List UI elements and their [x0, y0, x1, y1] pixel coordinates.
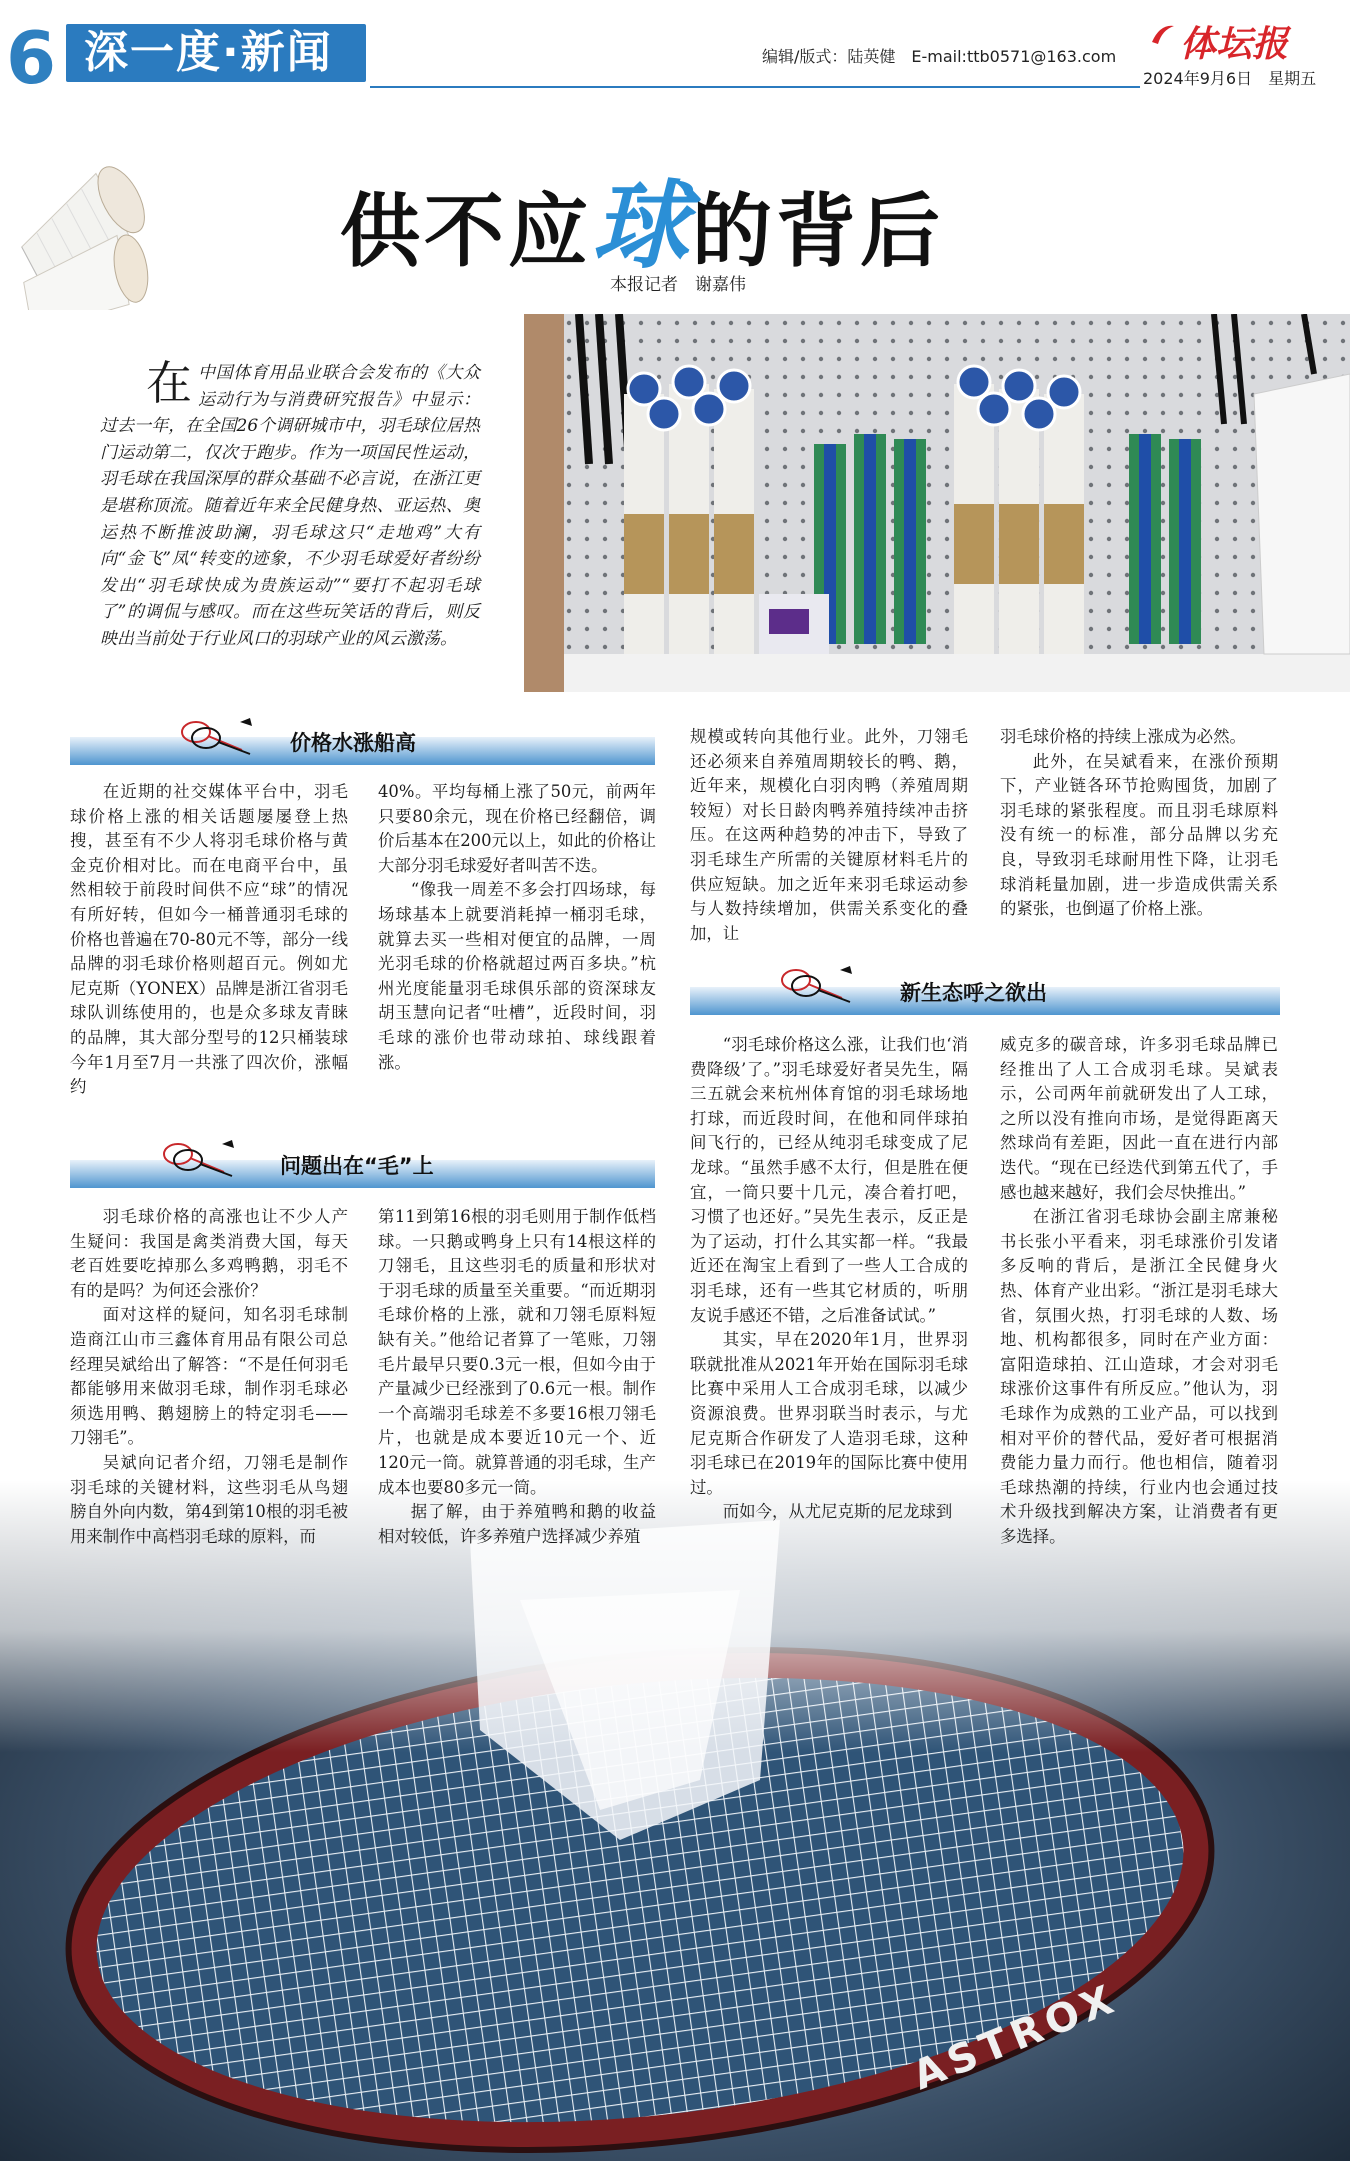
section-1-column-4 — [1000, 725, 1278, 922]
section-3-title: 新生态呼之欲出 — [900, 981, 1047, 1005]
racket-icon — [160, 1138, 240, 1180]
section-1-column-2 — [378, 780, 656, 1075]
paragraph: 40%。平均每桶上涨了50元，前两年只要80余元，现在价格已经翻倍，调价后基本在200元以上，如此的价格让大部分羽毛球爱好者叫苦不迭。 — [378, 782, 656, 875]
section-1-column-1 — [70, 780, 348, 1100]
lead-dropcap: 在 — [146, 356, 192, 410]
paragraph: 羽毛球价格的持续上涨成为必然。 — [1000, 727, 1246, 746]
paragraph: 而如今，从尤尼克斯的尼龙球到 — [722, 1502, 953, 1522]
paragraph: 第11到第16根的羽毛则用于制作低档球。一只鹅或鸭身上只有14根这样的刀翎毛，且这些羽毛的质量和形状对于羽毛球的质量至关重要。“而近期羽毛球价格的上涨，就和刀翎毛原料短缺有关。”他给记者算了一笔账，刀翎毛片最早只要0.3元一根，但如今由于产量减少已经涨到了0.6元一根。制作一个高端羽毛球差不多要16根刀翎毛片，也就是成本要近10元一个、近120元一筒。就算普通的羽毛球，生产成本也要80多元一筒。 — [378, 1207, 656, 1497]
racket-icon — [778, 964, 858, 1006]
paragraph: 其实，早在2020年1月，世界羽联就批准从2021年开始在国际羽毛球比赛中采用人工合成羽毛球，以减少资源浪费。世界羽联当时表示，与尤尼克斯合作研发了人造羽毛球，这种羽毛球已在2019年的国际比赛中使用过。 — [690, 1330, 968, 1497]
headline-part-1: 供不应 — [340, 185, 592, 278]
header-rule — [370, 86, 1140, 88]
section-3-column-1 — [690, 1033, 968, 1525]
section-1-title: 价格水涨船高 — [290, 731, 416, 755]
section-3-column-2 — [1000, 1033, 1278, 1549]
logo-swoosh-icon — [1150, 22, 1176, 48]
paragraph: 据了解，由于养殖鸭和鹅的收益相对较低，许多养殖户选择减少养殖 — [378, 1502, 656, 1546]
paragraph: 在浙江省羽毛球协会副主席兼秘书长张小平看来，羽毛球涨价引发诸多反响的背后，是浙江全民健身火热、体育产业出彩。“浙江是羽毛球大省，氛围火热，打羽毛球的人数、场地、机构都很多，同时在产业方面：富阳造球拍、江山造球，才会对羽毛球涨价这事件有所反应。”他认为，羽毛球作为成熟的工业产品，可以找到相对平价的替代品，爱好者可根据消费能力量力而行。他也相信，随着羽毛球热潮的持续，行业内也会通过技术升级找到解决方案，让消费者有更多选择。 — [1000, 1207, 1278, 1546]
editor-info: 编辑/版式：陆英健 E-mail:ttb0571@163.com — [762, 47, 1117, 66]
paper-logo: 体坛报 — [1180, 23, 1289, 65]
page-number: 6 — [6, 16, 57, 100]
shuttlecock-tubes-photo — [524, 314, 1350, 692]
headline — [340, 150, 944, 287]
section-title: 深一度·新闻 — [84, 27, 333, 78]
paragraph: 面对这样的疑问，知名羽毛球制造商江山市三鑫体育用品有限公司总经理吴斌给出了解答：“不是任何羽毛都能够用来做羽毛球，制作羽毛球必须选用鸭、鹅翅膀上的特定羽毛——刀翎毛”。 — [70, 1305, 348, 1448]
paragraph: 此外，在吴斌看来，在涨价预期下，产业链各环节抢购囤货，加剧了羽毛球的紧张程度。而且羽毛球原料没有统一的标准，部分品牌以劣充良，导致羽毛球耐用性下降，让羽毛球消耗量加剧，进一步造成供需关系的紧张，也倒逼了价格上涨。 — [1000, 751, 1278, 919]
paragraph: 规模或转向其他行业。此外，刀翎毛还必须来自养殖周期较长的鸭、鹅，近年来，规模化白羽肉鸭（养殖周期较短）对长日龄肉鸭养殖持续冲击挤压。在这两种趋势的冲击下，导致了羽毛球生产所需的关键原材料毛片的供应短缺。加之近年来羽毛球运动参与人数持续增加，供需关系变化的叠加，让 — [690, 727, 968, 943]
paragraph: “羽毛球价格这么涨，让我们也‘消费降级’了。”羽毛球爱好者吴先生，隔三五就会来杭州体育馆的羽毛球场地打球，而近段时间，在他和同伴球拍间飞行的，已经从纯羽毛球变成了尼龙球。“虽然手感不太行，但是胜在便宜，一筒只要十几元，凑合着打吧，习惯了也还好。”吴先生表示，反正是为了运动，打什么其实都一样。“我最近还在淘宝上看到了一些人工合成的羽毛球，还有一些其它材质的，听朋友说手感还不错，之后准备试试。” — [690, 1035, 968, 1325]
racket-background-image — [0, 1480, 1350, 2161]
byline: 本报记者 谢嘉伟 — [610, 275, 746, 295]
section-1-column-3 — [690, 725, 968, 946]
paragraph: 吴斌向记者介绍，刀翎毛是制作羽毛球的关键材料，这些羽毛从鸟翅膀自外向内数，第4到第10根的羽毛被用来制作中高档羽毛球的原料，而 — [70, 1452, 348, 1546]
paragraph: “像我一周差不多会打四场球，每场球基本上就要消耗掉一桶羽毛球，就算去买一些相对便宜的品牌，一周光羽毛球的价格就超过两百多块。”杭州光度能量羽毛球俱乐部的资深球友胡玉慧向记者“吐槽”，近段时间，羽毛球的涨价也带动球拍、球线跟着涨。 — [378, 880, 656, 1072]
lead-text: 中国体育用品业联合会发布的《大众运动行为与消费研究报告》中显示：过去一年，在全国26个调研城市中，羽毛球位居热门运动第二，仅次于跑步。作为一项国民性运动，羽毛球在我国深厚的群众基础不必言说，在浙江更是堪称顶流。随着近年来全民健身热、亚运热、奥运热不断推波助澜，羽毛球这只“走地鸡”大有向“金飞”凤“转变的迹象，不少羽毛球爱好者纷纷发出“羽毛球快成为贵族运动”“要打不起羽毛球了”的调侃与感叹。而在这些玩笑话的背后，则反映出当前处于行业风口的羽球产业的风云激荡。 — [100, 363, 480, 649]
issue-date: 2024年9月6日 星期五 — [1143, 69, 1317, 88]
section-2-title: 问题出在“毛”上 — [280, 1154, 434, 1178]
paragraph: 羽毛球价格的高涨也让不少人产生疑问：我国是禽类消费大国，每天老百姓要吃掉那么多鸡鸭鹅，羽毛不有的是吗？为何还会涨价？ — [70, 1207, 348, 1300]
headline-part-2: 的背后 — [692, 185, 944, 278]
headline-accent: 球 — [592, 170, 692, 282]
paragraph: 在近期的社交媒体平台中，羽毛球价格上涨的相关话题屡屡登上热搜，甚至有不少人将羽毛球价格与黄金克价相对比。而在电商平台中，虽然相较于前段时间供不应“球”的情况有所好转，但如今一桶普通羽毛球的价格也普遍在70-80元不等，部分一线品牌的羽毛球价格则超百元。例如尤尼克斯（YONEX）品牌是浙江省羽毛球队训练使用的，也是众多球友青睐的品牌，其大部分型号的12只桶装球今年1月至7月一共涨了四次价，涨幅约 — [70, 782, 348, 1097]
section-2-column-2 — [378, 1205, 656, 1549]
racket-icon — [178, 716, 258, 758]
paragraph: 威克多的碳音球，许多羽毛球品牌已经推出了人工合成羽毛球。吴斌表示，公司两年前就研发出了人工球，之所以没有推向市场，是觉得距离天然球尚有差距，因此一直在进行内部迭代。“现在已经迭代到第五代了，手感也越来越好，我们会尽快推出。” — [1000, 1035, 1278, 1202]
lead-paragraph — [100, 356, 480, 653]
shuttlecock-icon — [0, 130, 230, 310]
section-2-column-1 — [70, 1205, 348, 1549]
